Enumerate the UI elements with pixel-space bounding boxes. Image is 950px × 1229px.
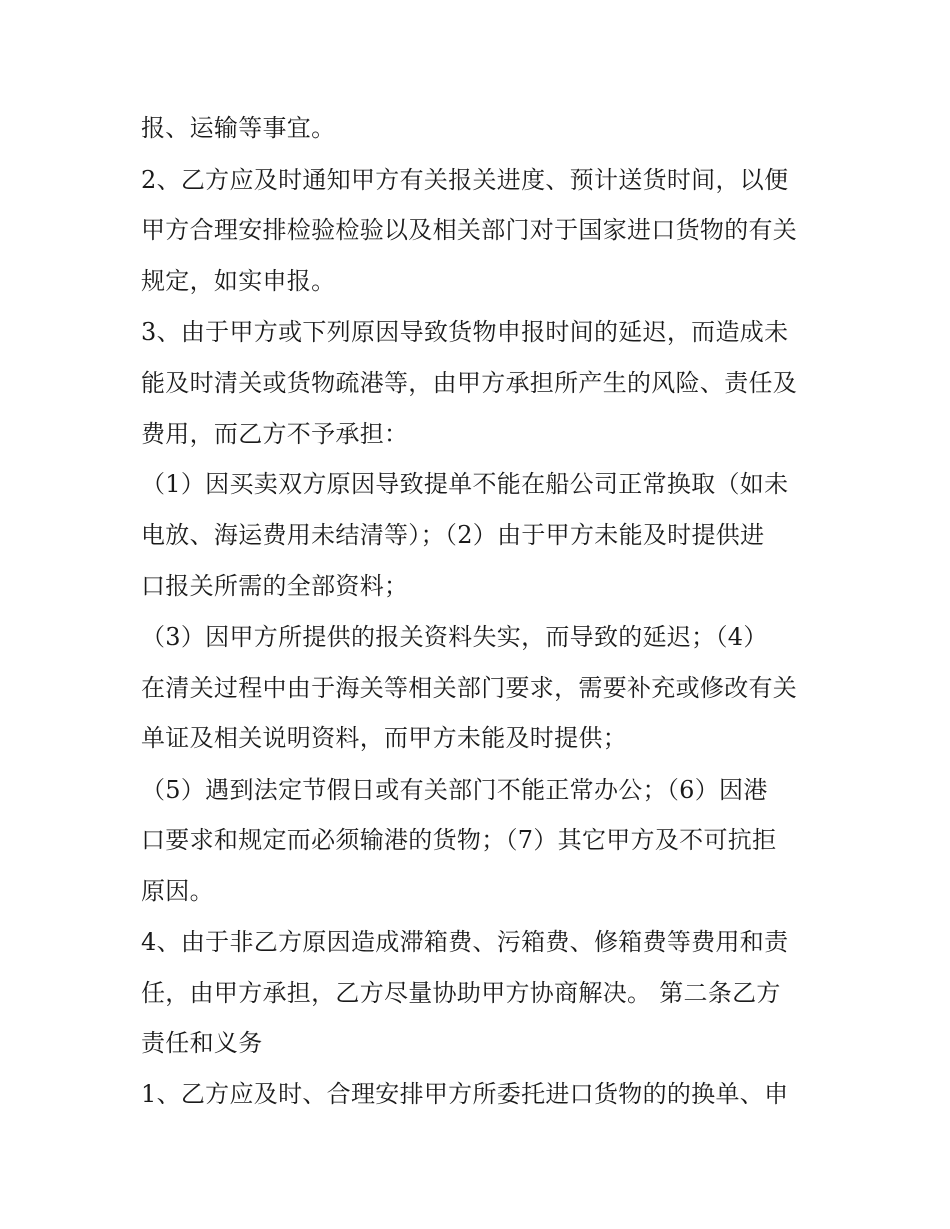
text-line: 能及时清关或货物疏港等，由甲方承担所产生的风险、责任及 — [141, 369, 798, 397]
text-line: 报、运输等事宜。 — [141, 114, 336, 142]
text-line: 费用，而乙方不予承担： — [141, 420, 409, 448]
text-line: 甲方合理安排检验检验以及相关部门对于国家进口货物的有关 — [141, 216, 798, 244]
text-line: 1、乙方应及时、合理安排甲方所委托进口货物的的换单、申 — [141, 1080, 789, 1108]
text-line: 2、乙方应及时通知甲方有关报关进度、预计送货时间，以便 — [141, 166, 789, 194]
text-line: 规定，如实申报。 — [141, 267, 336, 295]
text-line: 口要求和规定而必须输港的货物；（7）其它甲方及不可抗拒 — [141, 826, 777, 854]
text-line: （5）遇到法定节假日或有关部门不能正常办公；（6）因港 — [141, 776, 768, 804]
text-line: 口报关所需的全部资料； — [141, 572, 409, 600]
text-line: 4、由于非乙方原因造成滞箱费、污箱费、修箱费等费用和责 — [141, 928, 789, 956]
text-line: 电放、海运费用未结清等）；（2）由于甲方未能及时提供进 — [141, 521, 765, 549]
text-line: 单证及相关说明资料，而甲方未能及时提供； — [141, 724, 627, 752]
text-line: 在清关过程中由于海关等相关部门要求，需要补充或修改有关 — [141, 674, 798, 702]
text-line: （3）因甲方所提供的报关资料失实，而导致的延迟；（4） — [141, 623, 768, 651]
text-line: 任，由甲方承担，乙方尽量协助甲方协商解决。 第二条乙方 — [141, 979, 781, 1007]
text-line: （1）因买卖双方原因导致提单不能在船公司正常换取（如未 — [141, 470, 789, 498]
text-line: 原因。 — [141, 877, 214, 905]
text-line: 3、由于甲方或下列原因导致货物申报时间的延迟，而造成未 — [141, 318, 789, 346]
text-line: 责任和义务 — [141, 1029, 263, 1057]
